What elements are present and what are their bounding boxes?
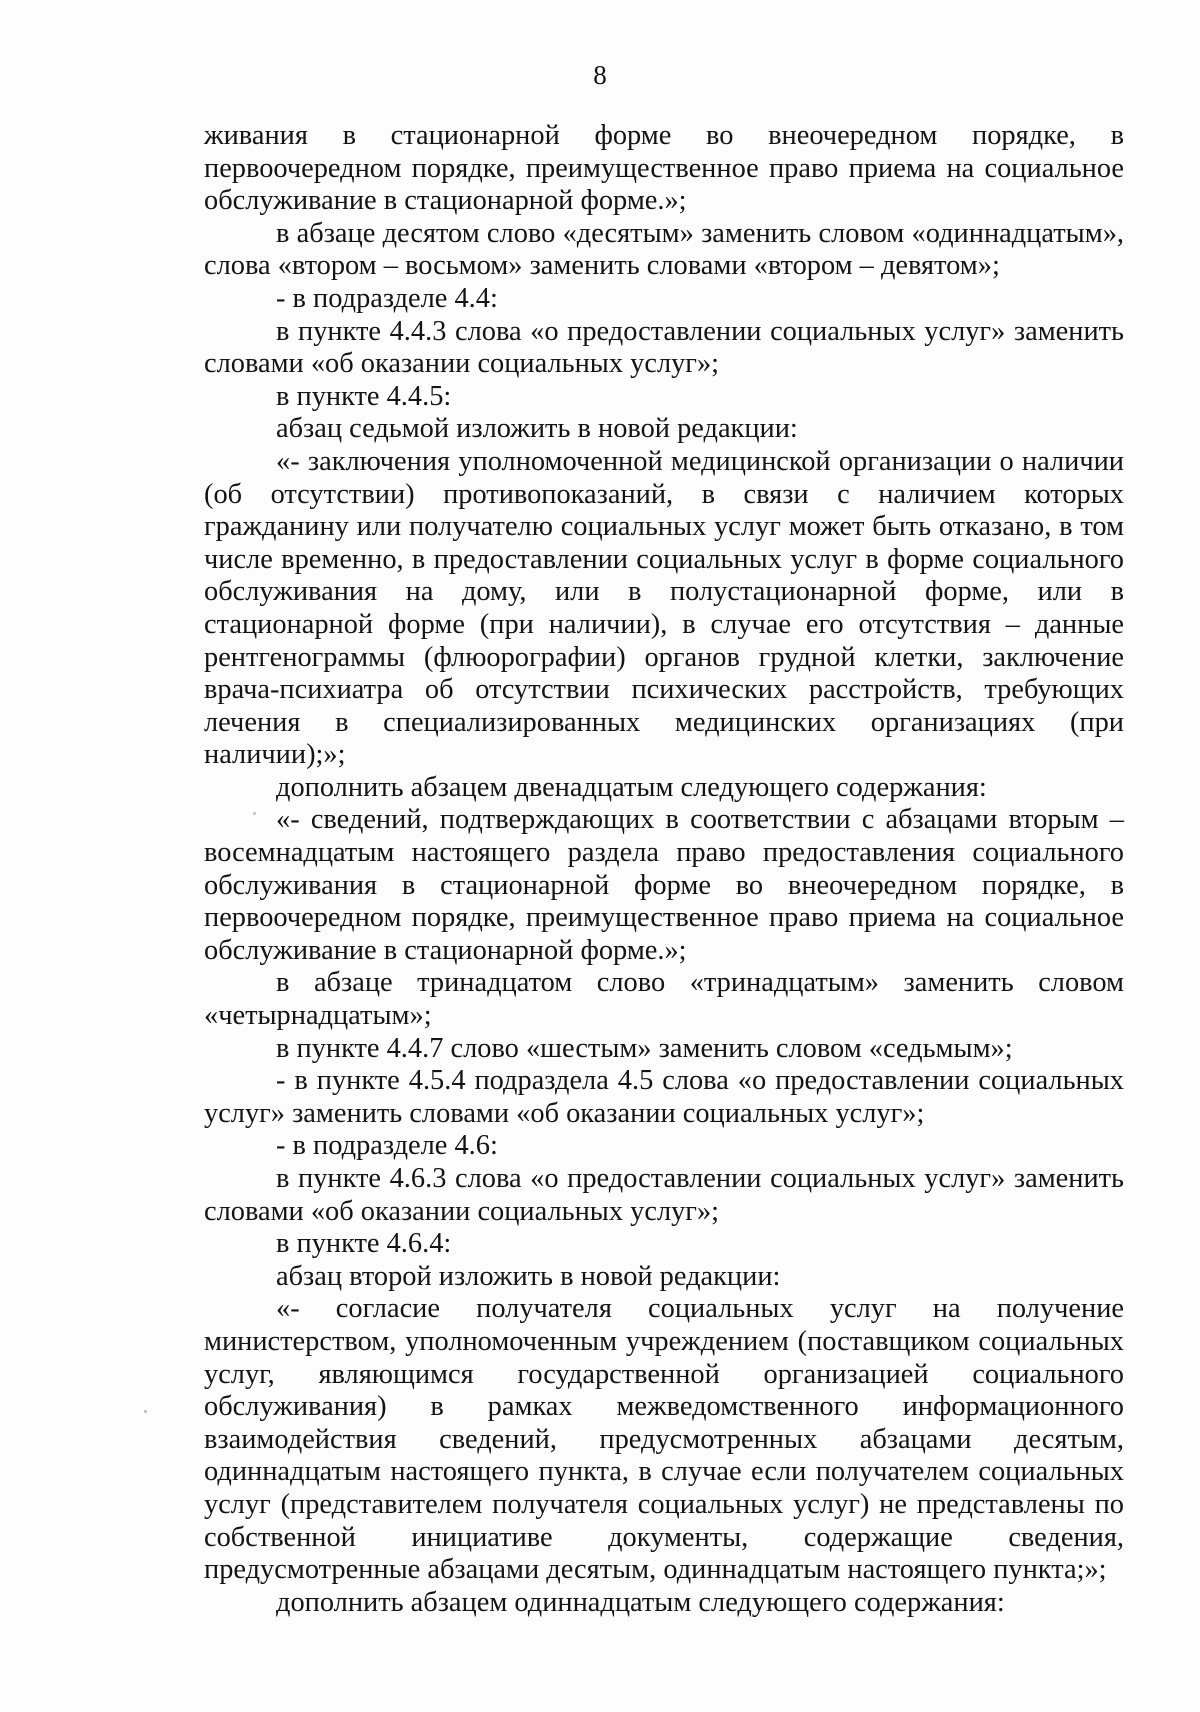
- scan-speck: [144, 1410, 147, 1413]
- page-number: 8: [593, 60, 607, 90]
- paragraph: в пункте 4.4.7 слово «шестым» заменить словом «седьмым»;: [276, 1032, 1013, 1064]
- scan-speck: [253, 812, 256, 815]
- paragraph: в пункте 4.4.3 слова «о предоставлении социальных услуг» заменить словами «об оказании социальных услуг»;: [204, 315, 1124, 380]
- paragraph: - в подразделе 4.4:: [276, 282, 498, 314]
- paragraph: абзац второй изложить в новой редакции:: [276, 1260, 781, 1292]
- paragraph: в абзаце десятом слово «десятым» заменить словом «одиннадцатым», слова «втором – восьмом» заменить словами «втором – девятом»;: [204, 217, 1124, 282]
- paragraph: дополнить абзацем двенадцатым следующего содержания:: [276, 771, 987, 803]
- paragraph: «- заключения уполномоченной медицинской организации о наличии (об отсутствии) противопоказаний, в связи с наличием которых гражданину или получателю социальных услуг может быть отказано, в том числе временно, в предоставлении социальных услуг в форме социального обслуживания на дому, или в полустационарной форме, или в стационарной форме (при наличии), в случае его отсутствия – данные рентгенограммы (флюорографии) органов грудной клетки, заключение врача-психиатра об отсутствии психических расстройств, требующих лечения в специализированных медицинских организациях (при наличии);»;: [204, 445, 1124, 771]
- paragraph: - в пункте 4.5.4 подраздела 4.5 слова «о предоставлении социальных услуг» заменить словами «об оказании социальных услуг»;: [204, 1065, 1124, 1129]
- paragraph: живания в стационарной форме во внеочередном порядке, в первоочередном порядке, преимущественное право приема на социальное обслуживание в стационарной форме.»;: [204, 120, 1124, 217]
- document-body: [204, 120, 1124, 1619]
- paragraph: в пункте 4.6.4:: [276, 1228, 452, 1260]
- paragraph: в пункте 4.6.3 слова «о предоставлении социальных услуг» заменить словами «об оказании социальных услуг»;: [204, 1163, 1124, 1227]
- paragraph: - в подразделе 4.6:: [276, 1130, 498, 1162]
- paragraph: дополнить абзацем одиннадцатым следующего содержания:: [276, 1586, 1005, 1618]
- paragraph: абзац седьмой изложить в новой редакции:: [276, 413, 798, 445]
- paragraph: в пункте 4.4.5:: [276, 380, 452, 412]
- paragraph: «- согласие получателя социальных услуг на получение министерством, уполномоченным учреждением (поставщиком социальных услуг, являющимся государственной организацией социального обслуживания) в рамках межведомственного информационного взаимодействия сведений, предусмотренных абзацами десятым, одиннадцатым настоящего пункта, в случае если получателем социальных услуг (представителем получателя социальных услуг) не представлены по собственной инициативе документы, содержащие сведения, предусмотренные абзацами десятым, одиннадцатым настоящего пункта;»;: [204, 1293, 1124, 1586]
- paragraph: «- сведений, подтверждающих в соответствии с абзацами вторым – восемнадцатым настоящего раздела право предоставления социального обслуживания в стационарной форме во внеочередном порядке, в первоочередном порядке, преимущественное право приема на социальное обслуживание в стационарной форме.»;: [204, 804, 1124, 966]
- paragraph: в абзаце тринадцатом слово «тринадцатым» заменить словом «четырнадцатым»;: [204, 967, 1124, 1032]
